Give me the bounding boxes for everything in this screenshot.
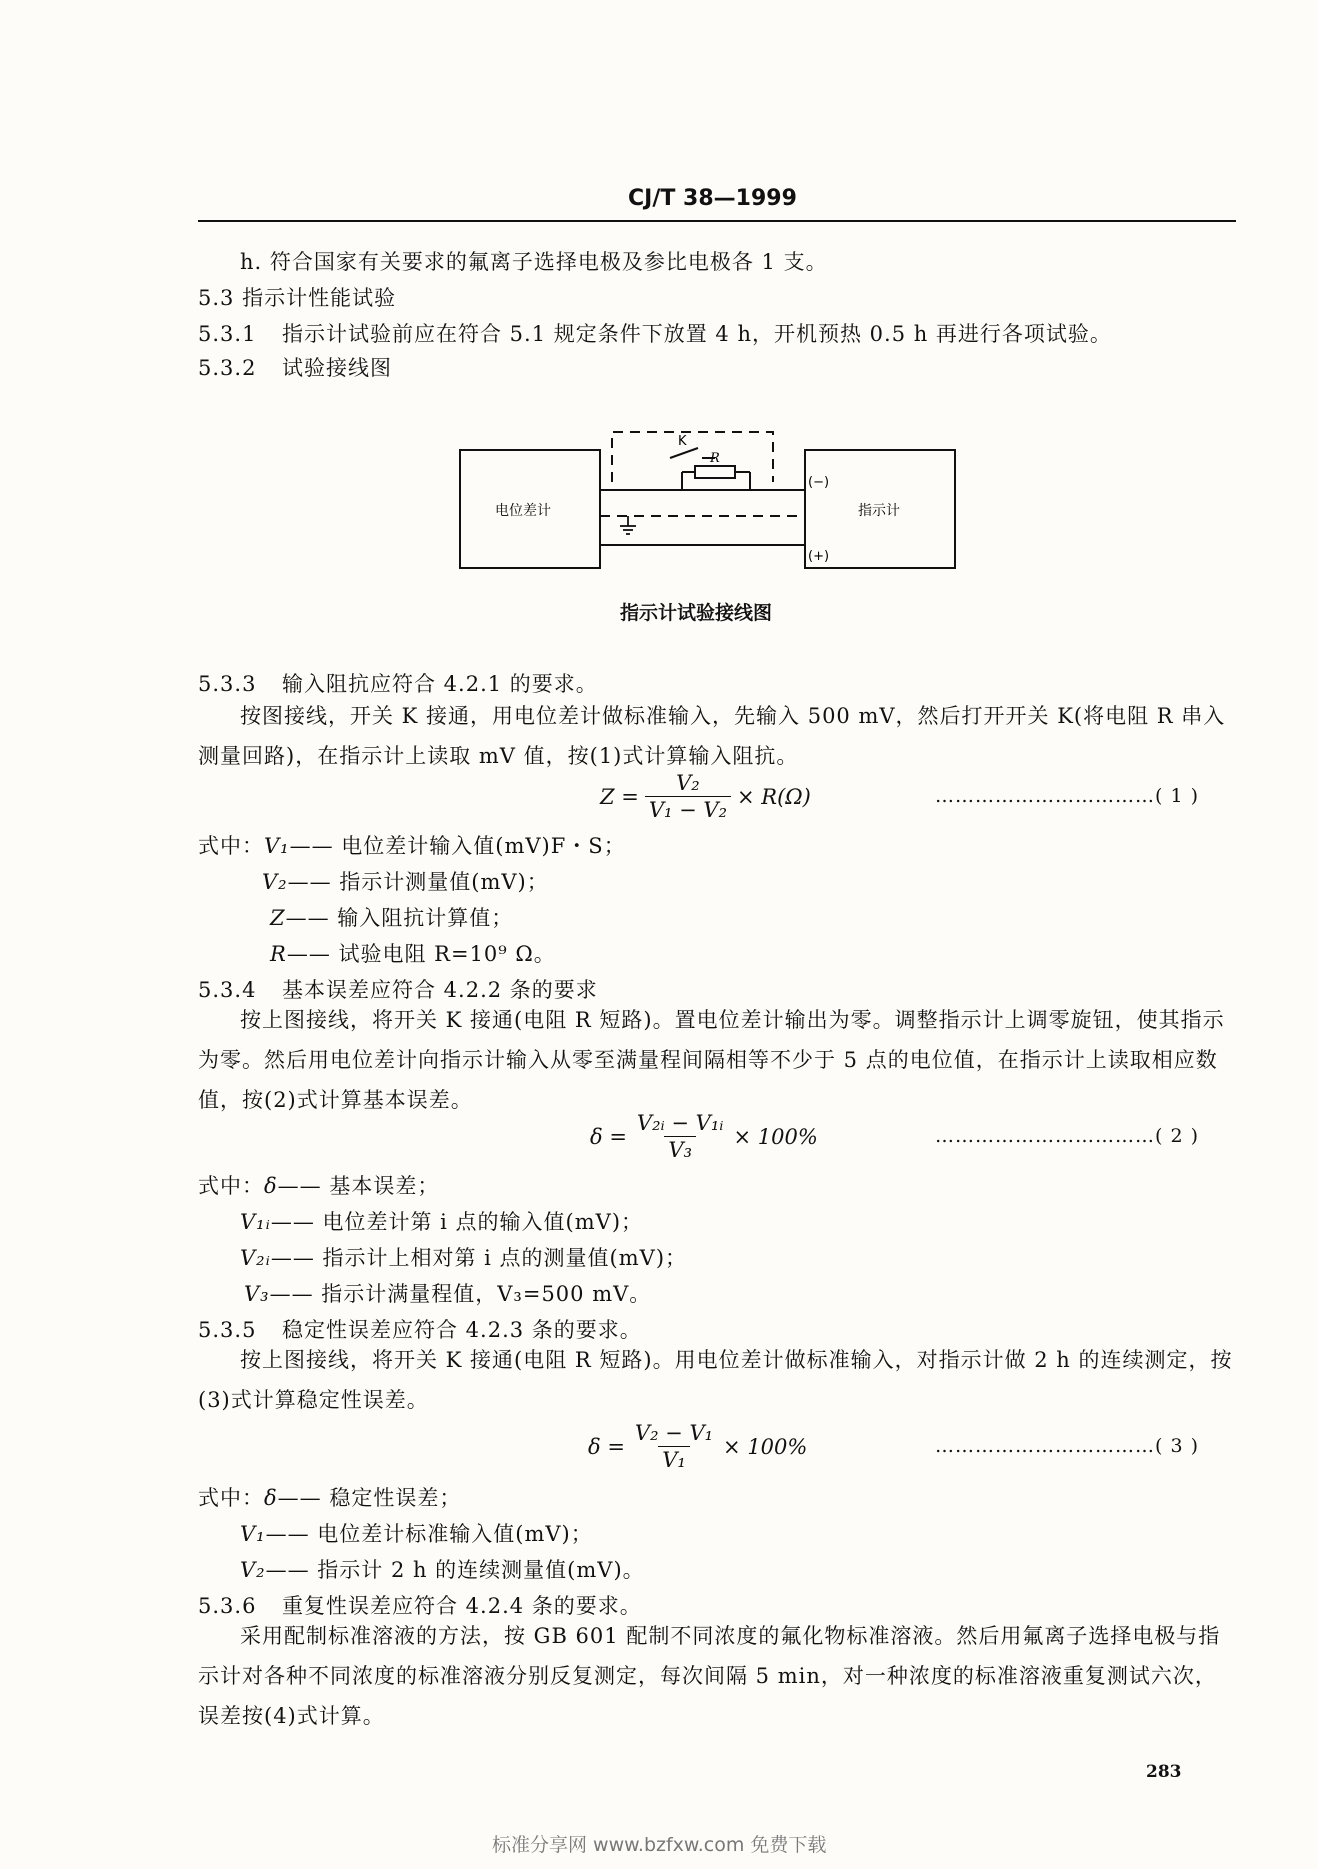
- symbol: Z: [270, 906, 286, 930]
- denominator: V₁: [658, 1446, 690, 1473]
- header-rule: [198, 220, 1236, 222]
- item-h: h. 符合国家有关要求的氟离子选择电极及参比电极各 1 支。: [240, 250, 828, 274]
- numerator: V₂ − V₁: [634, 1421, 714, 1445]
- denominator: V₃: [664, 1136, 696, 1163]
- formula-lhs: Z =: [600, 784, 639, 809]
- symbol: δ: [264, 1174, 278, 1198]
- leader-dots: ……………………………: [935, 1125, 1155, 1147]
- definition: —— 输入阻抗计算值；: [285, 906, 514, 930]
- section-title: 重复性误差应符合 4.2.4 条的要求。: [282, 1594, 642, 1618]
- where-clause: [198, 1170, 439, 1200]
- definition: —— 指示计 2 h 的连续测量值(mV)。: [265, 1558, 645, 1582]
- minus-terminal-label: (−): [808, 475, 830, 490]
- formula-lhs: δ =: [588, 1434, 625, 1459]
- formula-number: ( 1 ): [1155, 785, 1199, 807]
- section-number: 5.3.4: [198, 978, 257, 1002]
- formula-2: [590, 1110, 818, 1163]
- resistor-label: R: [710, 451, 720, 466]
- symbol: V₃: [244, 1282, 270, 1306]
- formula-3: [588, 1420, 807, 1473]
- definition: —— 指示计满量程值，V₃=500 mV。: [269, 1282, 652, 1306]
- watermark-text: 标准分享网 www.bzfxw.com 免费下载: [492, 1834, 827, 1856]
- plus-terminal-label: (+): [808, 549, 830, 564]
- section-number: 5.3.6: [198, 1594, 257, 1618]
- where-label: 式中：: [198, 1486, 264, 1510]
- definition-line: [270, 938, 556, 968]
- symbol: V₂ᵢ: [240, 1246, 271, 1270]
- left-box-label: 电位差计: [495, 503, 551, 519]
- definition: —— 电位差计标准输入值(mV)；: [265, 1522, 593, 1546]
- symbol: V₂: [240, 1558, 266, 1582]
- formula-rhs: × 100%: [723, 1434, 808, 1459]
- definition-line: [262, 866, 549, 896]
- where-label: 式中：: [198, 1174, 264, 1198]
- denominator: V₁ − V₂: [645, 796, 731, 823]
- resistor-symbol: [695, 466, 735, 478]
- numerator: V₂ᵢ − V₁ᵢ: [636, 1111, 724, 1135]
- section-5-3-4-paragraph: 按上图接线，将开关 K 接通(电阻 R 短路)。置电位差计输出为零。调整指示计上调零旋钮，使其指示为零。然后用电位差计向指示计输入从零至满量程间隔相等不少于 5 点的电位值，在指示计上读取相应数值，按(2)式计算基本误差。: [198, 1008, 1225, 1112]
- symbol: R: [270, 942, 287, 966]
- symbol: V₁: [264, 834, 290, 858]
- section-number: 5.3.1: [198, 322, 257, 346]
- definition: —— 指示计测量值(mV)；: [287, 870, 549, 894]
- definition: —— 基本误差；: [277, 1174, 440, 1198]
- section-title: 稳定性误差应符合 4.2.3 条的要求。: [282, 1318, 642, 1342]
- definition-line: [244, 1278, 651, 1308]
- symbol: V₂: [262, 870, 288, 894]
- section-5-3-2: [198, 352, 392, 382]
- section-title: 基本误差应符合 4.2.2 条的要求: [282, 978, 598, 1002]
- section-5-3-3-paragraph: 按图接线，开关 K 接通，用电位差计做标准输入，先输入 500 mV，然后打开开关 K(将电阻 R 串入测量回路)，在指示计上读取 mV 值，按(1)式计算输入阻抗。: [198, 704, 1226, 768]
- formula-number: ( 2 ): [1155, 1125, 1199, 1147]
- where-label: 式中：: [198, 834, 264, 858]
- formula-fraction: [633, 1110, 728, 1163]
- definition: —— 电位差计输入值(mV)F・S；: [289, 834, 626, 858]
- symbol: V₁ᵢ: [240, 1210, 271, 1234]
- section-5-3-3: [198, 668, 598, 698]
- definition: —— 电位差计第 i 点的输入值(mV)；: [270, 1210, 644, 1234]
- section-number: 5.3.5: [198, 1318, 257, 1342]
- formula-rhs: × R(Ω): [737, 784, 811, 809]
- leader-dots: ……………………………: [935, 1435, 1155, 1457]
- switch-symbol: [670, 448, 698, 458]
- formula-rhs: × 100%: [733, 1124, 818, 1149]
- formula-1-leader: [935, 785, 1199, 807]
- leader-dots: ……………………………: [935, 785, 1155, 807]
- right-box-label: 指示计: [858, 503, 900, 519]
- section-text: 试验接线图: [282, 356, 392, 380]
- definition-line: [240, 1554, 645, 1584]
- section-5-3-1: [198, 318, 1112, 348]
- standard-code-header: CJ/T 38—1999: [628, 186, 797, 211]
- section-number: 5.3.3: [198, 672, 257, 696]
- page-number: 283: [1146, 1762, 1182, 1782]
- dashed-loop: [612, 432, 773, 482]
- figure-caption: 指示计试验接线图: [620, 602, 773, 624]
- section-text: 指示计试验前应在符合 5.1 规定条件下放置 4 h，开机预热 0.5 h 再进行各项试验。: [282, 322, 1112, 346]
- wiring-diagram: [440, 410, 960, 575]
- formula-fraction: [645, 770, 731, 823]
- switch-label: K: [678, 434, 687, 449]
- formula-2-leader: [935, 1125, 1199, 1147]
- numerator: V₂: [676, 771, 700, 795]
- section-number: 5.3.2: [198, 356, 257, 380]
- definition-line: [240, 1206, 643, 1236]
- formula-1: [600, 770, 811, 823]
- formula-3-leader: [935, 1435, 1199, 1457]
- section-5-3-6-paragraph: 采用配制标准溶液的方法，按 GB 601 配制不同浓度的氟化物标准溶液。然后用氟离子选择电极与指示计对各种不同浓度的标准溶液分别反复测定，每次间隔 5 min，对一种浓度的标准溶液重复测试六次，误差按(4)式计算。: [198, 1624, 1221, 1728]
- formula-fraction: [631, 1420, 717, 1473]
- definition-line: [240, 1518, 593, 1548]
- definition-line: [270, 902, 513, 932]
- where-clause: [198, 830, 626, 860]
- where-clause: [198, 1482, 461, 1512]
- section-5-3-5-paragraph: 按上图接线，将开关 K 接通(电阻 R 短路)。用电位差计做标准输入，对指示计做 2 h 的连续测定，按(3)式计算稳定性误差。: [198, 1348, 1233, 1412]
- section-5-3-title: 5.3 指示计性能试验: [198, 286, 397, 310]
- symbol: V₁: [240, 1522, 266, 1546]
- definition-line: [240, 1242, 687, 1272]
- definition: —— 指示计上相对第 i 点的测量值(mV)；: [270, 1246, 688, 1270]
- definition: —— 试验电阻 R=10⁹ Ω。: [286, 942, 556, 966]
- section-title: 输入阻抗应符合 4.2.1 的要求。: [282, 672, 598, 696]
- formula-lhs: δ =: [590, 1124, 627, 1149]
- formula-number: ( 3 ): [1155, 1435, 1199, 1457]
- definition: —— 稳定性误差；: [277, 1486, 462, 1510]
- symbol: δ: [264, 1486, 278, 1510]
